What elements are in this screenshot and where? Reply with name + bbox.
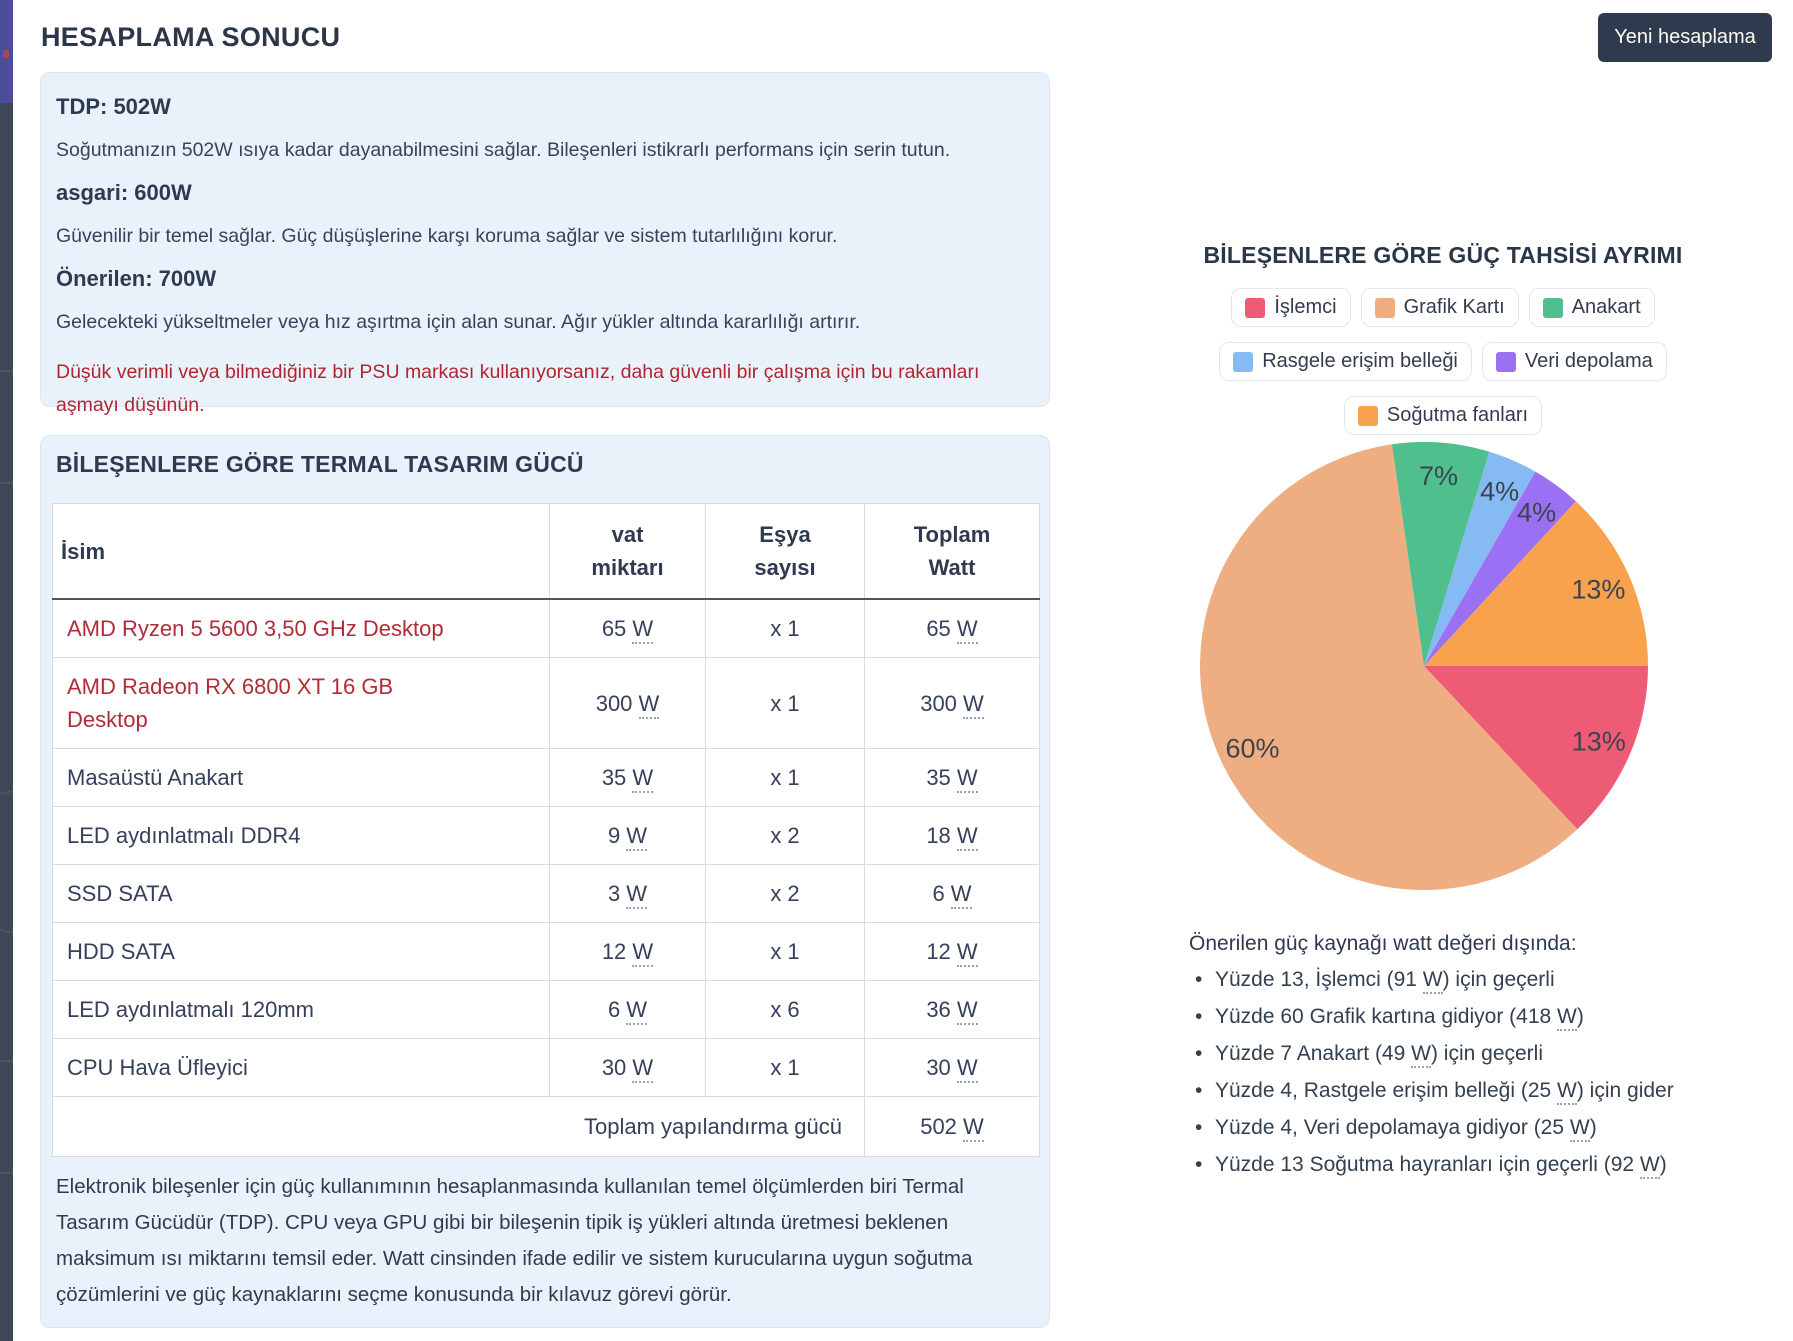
legend-row bbox=[1219, 342, 1667, 381]
legend-swatch-icon bbox=[1375, 298, 1395, 318]
watt-unit-abbr: W bbox=[957, 616, 978, 644]
count-cell: x 2 bbox=[706, 865, 865, 923]
watt-unit-abbr: W bbox=[639, 691, 660, 719]
legend-item-4[interactable] bbox=[1482, 342, 1667, 381]
watt-unit-abbr: W bbox=[626, 881, 647, 909]
watt-unit-abbr: W bbox=[1557, 1005, 1577, 1031]
summary-items bbox=[56, 96, 1025, 332]
total-cell: 65 W bbox=[865, 599, 1040, 658]
decor-logo-fragment bbox=[3, 50, 9, 58]
tdp-cell: 3 W bbox=[550, 865, 706, 923]
watt-unit-abbr: W bbox=[1557, 1079, 1577, 1105]
legend-item-0[interactable] bbox=[1231, 288, 1350, 327]
summary-heading-2: Önerilen: 700W bbox=[56, 266, 217, 291]
watt-unit-abbr: W bbox=[632, 616, 653, 644]
tdp-table bbox=[52, 503, 1040, 1157]
watt-unit-abbr: W bbox=[1640, 1153, 1660, 1179]
total-label-cell: Toplam yapılandırma gücü bbox=[53, 1097, 865, 1157]
column-header-1: vat miktarı bbox=[550, 504, 706, 600]
breakdown-bullet: • Yüzde 60 Grafik kartına gidiyor (418 W) bbox=[1189, 1005, 1674, 1028]
watt-unit-abbr: W bbox=[957, 939, 978, 967]
total-value-cell: 502 W bbox=[865, 1097, 1040, 1157]
count-cell: x 6 bbox=[706, 981, 865, 1039]
chart-legend bbox=[1093, 288, 1793, 435]
legend-label: Grafik Kartı bbox=[1403, 296, 1505, 318]
table-header-row bbox=[53, 504, 1040, 600]
legend-label: Veri depolama bbox=[1524, 350, 1653, 372]
table-row bbox=[53, 749, 1040, 807]
page-title: HESAPLAMA SONUCU bbox=[41, 22, 341, 52]
summary-description-2: Gelecekteki yükseltmeler veya hız aşırtma için alan sunar. Ağır yükler altında kararlılığı artırır. bbox=[56, 311, 861, 333]
count-cell: x 1 bbox=[706, 749, 865, 807]
column-header-0: İsim bbox=[53, 504, 550, 600]
total-cell: 18 W bbox=[865, 807, 1040, 865]
count-cell: x 1 bbox=[706, 1039, 865, 1097]
component-name: CPU Hava Üfleyici bbox=[53, 1039, 550, 1097]
component-name: Masaüstü Anakart bbox=[53, 749, 550, 807]
summary-heading-0: TDP: 502W bbox=[56, 94, 171, 119]
tdp-cell: 6 W bbox=[550, 981, 706, 1039]
pie-percent-label-2: 7% bbox=[1418, 461, 1459, 492]
watt-unit-abbr: W bbox=[957, 823, 978, 851]
legend-swatch-icon bbox=[1358, 406, 1378, 426]
pie-svg bbox=[1200, 442, 1648, 890]
column-header-2: Eşya sayısı bbox=[706, 504, 865, 600]
watt-unit-abbr: W bbox=[963, 1114, 984, 1142]
table-footer-row bbox=[53, 1097, 1040, 1157]
pie-percent-label-5: 13% bbox=[1571, 574, 1626, 605]
total-cell: 300 W bbox=[865, 658, 1040, 749]
tdp-cell: 12 W bbox=[550, 923, 706, 981]
watt-unit-abbr: W bbox=[957, 765, 978, 793]
watt-unit-abbr: W bbox=[626, 823, 647, 851]
watt-unit-abbr: W bbox=[626, 997, 647, 1025]
legend-label: İşlemci bbox=[1274, 296, 1337, 318]
watt-unit-abbr: W bbox=[632, 1055, 653, 1083]
legend-row bbox=[1344, 396, 1542, 435]
legend-item-3[interactable] bbox=[1219, 342, 1472, 381]
component-name: SSD SATA bbox=[53, 865, 550, 923]
total-cell: 30 W bbox=[865, 1039, 1040, 1097]
count-cell: x 2 bbox=[706, 807, 865, 865]
watt-unit-abbr: W bbox=[632, 939, 653, 967]
breakdown-list bbox=[1189, 968, 1674, 1190]
watt-unit-abbr: W bbox=[1411, 1042, 1431, 1068]
summary-description-1: Güvenilir bir temel sağlar. Güç düşüşlerine karşı koruma sağlar ve sistem tutarlılığını korur. bbox=[56, 225, 838, 247]
pie-percent-label-0: 13% bbox=[1571, 726, 1626, 757]
tdp-cell: 35 W bbox=[550, 749, 706, 807]
legend-label: Soğutma fanları bbox=[1386, 404, 1529, 426]
component-link[interactable]: AMD Radeon RX 6800 XT 16 GB Desktop bbox=[53, 658, 550, 749]
legend-item-1[interactable] bbox=[1361, 288, 1519, 327]
tdp-cell: 9 W bbox=[550, 807, 706, 865]
table-row bbox=[53, 807, 1040, 865]
component-link[interactable]: AMD Ryzen 5 5600 3,50 GHz Desktop bbox=[53, 599, 550, 658]
watt-unit-abbr: W bbox=[963, 691, 984, 719]
tdp-cell: 65 W bbox=[550, 599, 706, 658]
summary-heading-1: asgari: 600W bbox=[56, 180, 192, 205]
power-allocation-pie-chart bbox=[1200, 442, 1648, 890]
pie-percent-label-1: 60% bbox=[1225, 733, 1280, 764]
watt-unit-abbr: W bbox=[1570, 1116, 1590, 1142]
table-row bbox=[53, 599, 1040, 658]
breakdown-bullet: • Yüzde 13, İşlemci (91 W) için geçerli bbox=[1189, 968, 1674, 991]
watt-unit-abbr: W bbox=[957, 997, 978, 1025]
legend-label: Anakart bbox=[1571, 296, 1641, 318]
count-cell: x 1 bbox=[706, 599, 865, 658]
legend-swatch-icon bbox=[1496, 352, 1516, 372]
legend-row bbox=[1231, 288, 1654, 327]
component-name: LED aydınlatmalı DDR4 bbox=[53, 807, 550, 865]
background-sidebar-strip bbox=[0, 0, 13, 1341]
tdp-cell: 300 W bbox=[550, 658, 706, 749]
tdp-table-title: BİLEŞENLERE GÖRE TERMAL TASARIM GÜCÜ bbox=[56, 451, 584, 477]
component-name: LED aydınlatmalı 120mm bbox=[53, 981, 550, 1039]
total-cell: 12 W bbox=[865, 923, 1040, 981]
total-cell: 36 W bbox=[865, 981, 1040, 1039]
tdp-table-card bbox=[40, 435, 1050, 1328]
watt-unit-abbr: W bbox=[951, 881, 972, 909]
table-row bbox=[53, 981, 1040, 1039]
legend-item-2[interactable] bbox=[1529, 288, 1655, 327]
watt-unit-abbr: W bbox=[1423, 968, 1443, 994]
breakdown-bullet: • Yüzde 7 Anakart (49 W) için geçerli bbox=[1189, 1042, 1674, 1065]
column-header-3: Toplam Watt bbox=[865, 504, 1040, 600]
pie-percent-label-3: 4% bbox=[1480, 476, 1520, 507]
legend-label: Rasgele erişim belleği bbox=[1262, 350, 1458, 372]
new-calculation-button[interactable]: Yeni hesaplama bbox=[1598, 13, 1772, 62]
psu-warning-text: Düşük verimli veya bilmediğiniz bir PSU markası kullanıyorsanız, daha güvenli bir çalışma için bu rakamları aşmayı düşünün. bbox=[56, 361, 980, 416]
count-cell: x 1 bbox=[706, 658, 865, 749]
pie-percent-label-4: 4% bbox=[1517, 497, 1557, 528]
breakdown-bullet: • Yüzde 13 Soğutma hayranları için geçerli (92 W) bbox=[1189, 1153, 1674, 1176]
watt-unit-abbr: W bbox=[632, 765, 653, 793]
legend-swatch-icon bbox=[1233, 352, 1253, 372]
psu-summary-card bbox=[40, 72, 1050, 416]
table-row bbox=[53, 923, 1040, 981]
legend-swatch-icon bbox=[1245, 298, 1265, 318]
count-cell: x 1 bbox=[706, 923, 865, 981]
legend-item-5[interactable] bbox=[1344, 396, 1542, 435]
breakdown-bullet: • Yüzde 4, Veri depolamaya gidiyor (25 W) bbox=[1189, 1116, 1674, 1139]
table-row bbox=[53, 1039, 1040, 1097]
breakdown-bullet: • Yüzde 4, Rastgele erişim belleği (25 W) için gider bbox=[1189, 1079, 1674, 1102]
table-row bbox=[53, 865, 1040, 923]
tdp-description: Elektronik bileşenler için güç kullanımının hesaplanmasında kullanılan temel ölçümlerden biri Termal Tasarım Gücüdür (TDP). CPU veya GPU gibi bir bileşenin tipik iş yükleri altında üretmesi beklenen maksimum ısı miktarını temsil eder. Watt cinsinden ifade edilir ve sistem kurucularına uygun soğutma çözümlerini ve güç kaynaklarını seçme konusunda bir kılavuz görevi görür. bbox=[56, 1175, 973, 1306]
table-row bbox=[53, 658, 1040, 749]
chart-title: BİLEŞENLERE GÖRE GÜÇ TAHSİSİ AYRIMI bbox=[1203, 242, 1683, 268]
component-name: HDD SATA bbox=[53, 923, 550, 981]
breakdown-heading: Önerilen güç kaynağı watt değeri dışında: bbox=[1189, 932, 1577, 955]
watt-unit-abbr: W bbox=[957, 1055, 978, 1083]
legend-swatch-icon bbox=[1543, 298, 1563, 318]
summary-description-0: Soğutmanızın 502W ısıya kadar dayanabilmesini sağlar. Bileşenleri istikrarlı performans için serin tutun. bbox=[56, 139, 951, 161]
total-cell: 6 W bbox=[865, 865, 1040, 923]
tdp-cell: 30 W bbox=[550, 1039, 706, 1097]
total-cell: 35 W bbox=[865, 749, 1040, 807]
